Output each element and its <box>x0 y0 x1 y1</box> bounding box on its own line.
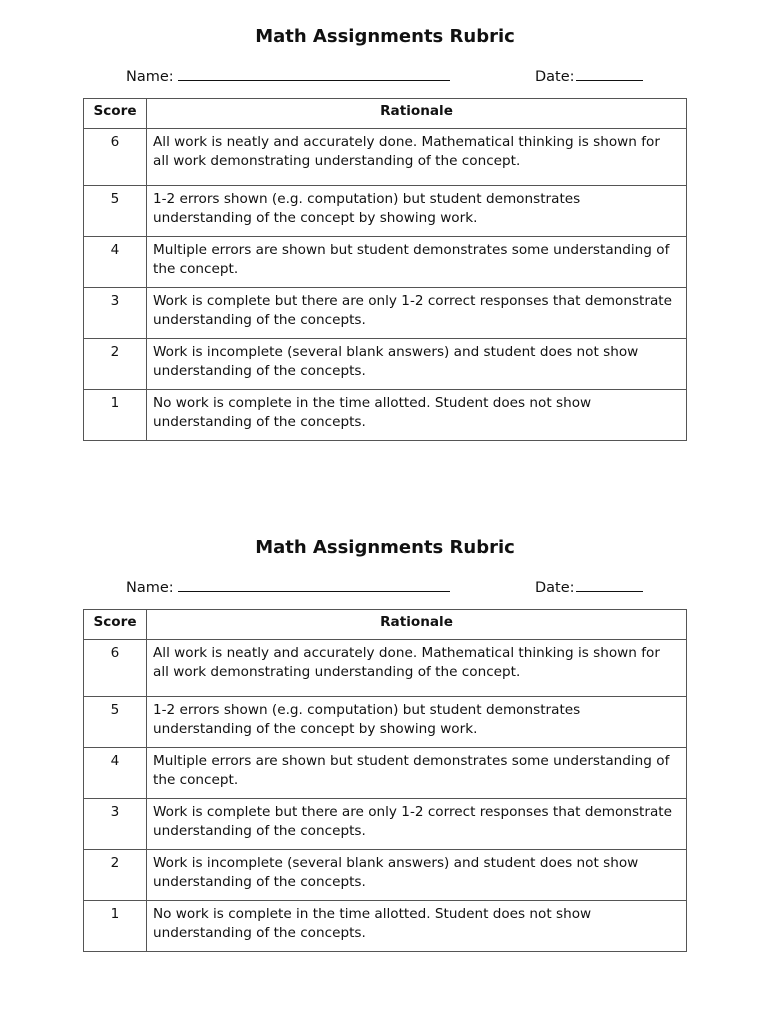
score-cell: 5 <box>84 186 147 237</box>
name-label: Name: <box>126 580 174 596</box>
table-row <box>84 748 687 799</box>
score-cell: 6 <box>84 129 147 186</box>
rationale-cell: Work is complete but there are only 1-2 correct responses that demonstrate understanding of the concepts. <box>147 799 687 850</box>
score-header: Score <box>84 99 147 129</box>
rationale-header: Rationale <box>147 610 687 640</box>
score-cell: 1 <box>84 390 147 441</box>
rationale-cell: No work is complete in the time allotted. Student does not show understanding of the concepts. <box>147 390 687 441</box>
rationale-cell: 1-2 errors shown (e.g. computation) but student demonstrates understanding of the concept by showing work. <box>147 697 687 748</box>
rubric-table <box>83 98 687 441</box>
rationale-header: Rationale <box>147 99 687 129</box>
score-cell: 4 <box>84 748 147 799</box>
score-cell: 3 <box>84 288 147 339</box>
name-label: Name: <box>126 69 174 85</box>
score-header: Score <box>84 610 147 640</box>
rationale-cell: All work is neatly and accurately done. Mathematical thinking is shown for all work demonstrating understanding of the concept. <box>147 129 687 186</box>
rationale-cell: Work is complete but there are only 1-2 correct responses that demonstrate understanding of the concepts. <box>147 288 687 339</box>
name-line <box>126 577 450 596</box>
table-row <box>84 186 687 237</box>
table-header-row <box>84 610 687 640</box>
score-cell: 5 <box>84 697 147 748</box>
score-cell: 4 <box>84 237 147 288</box>
score-cell: 2 <box>84 339 147 390</box>
rubric-title: Math Assignments Rubric <box>255 537 515 558</box>
date-blank[interactable] <box>576 577 643 592</box>
table-header-row <box>84 99 687 129</box>
table-row <box>84 288 687 339</box>
table-row <box>84 799 687 850</box>
date-label: Date: <box>535 69 575 85</box>
score-cell: 1 <box>84 901 147 952</box>
rubric-table <box>83 609 687 952</box>
table-row <box>84 640 687 697</box>
name-line <box>126 66 450 85</box>
score-cell: 6 <box>84 640 147 697</box>
rationale-cell: Work is incomplete (several blank answers) and student does not show understanding of the concepts. <box>147 850 687 901</box>
rationale-cell: Multiple errors are shown but student demonstrates some understanding of the concept. <box>147 748 687 799</box>
date-line <box>535 66 643 85</box>
rubric-title: Math Assignments Rubric <box>255 26 515 47</box>
rationale-cell: No work is complete in the time allotted. Student does not show understanding of the concepts. <box>147 901 687 952</box>
rationale-cell: All work is neatly and accurately done. Mathematical thinking is shown for all work demonstrating understanding of the concept. <box>147 640 687 697</box>
table-row <box>84 237 687 288</box>
rationale-cell: 1-2 errors shown (e.g. computation) but student demonstrates understanding of the concept by showing work. <box>147 186 687 237</box>
date-blank[interactable] <box>576 66 643 81</box>
rationale-cell: Multiple errors are shown but student demonstrates some understanding of the concept. <box>147 237 687 288</box>
date-label: Date: <box>535 580 575 596</box>
name-blank[interactable] <box>178 66 450 81</box>
name-blank[interactable] <box>178 577 450 592</box>
table-row <box>84 129 687 186</box>
table-row <box>84 901 687 952</box>
table-row <box>84 339 687 390</box>
table-row <box>84 850 687 901</box>
table-row <box>84 390 687 441</box>
table-row <box>84 697 687 748</box>
score-cell: 3 <box>84 799 147 850</box>
rationale-cell: Work is incomplete (several blank answers) and student does not show understanding of the concepts. <box>147 339 687 390</box>
date-line <box>535 577 643 596</box>
score-cell: 2 <box>84 850 147 901</box>
